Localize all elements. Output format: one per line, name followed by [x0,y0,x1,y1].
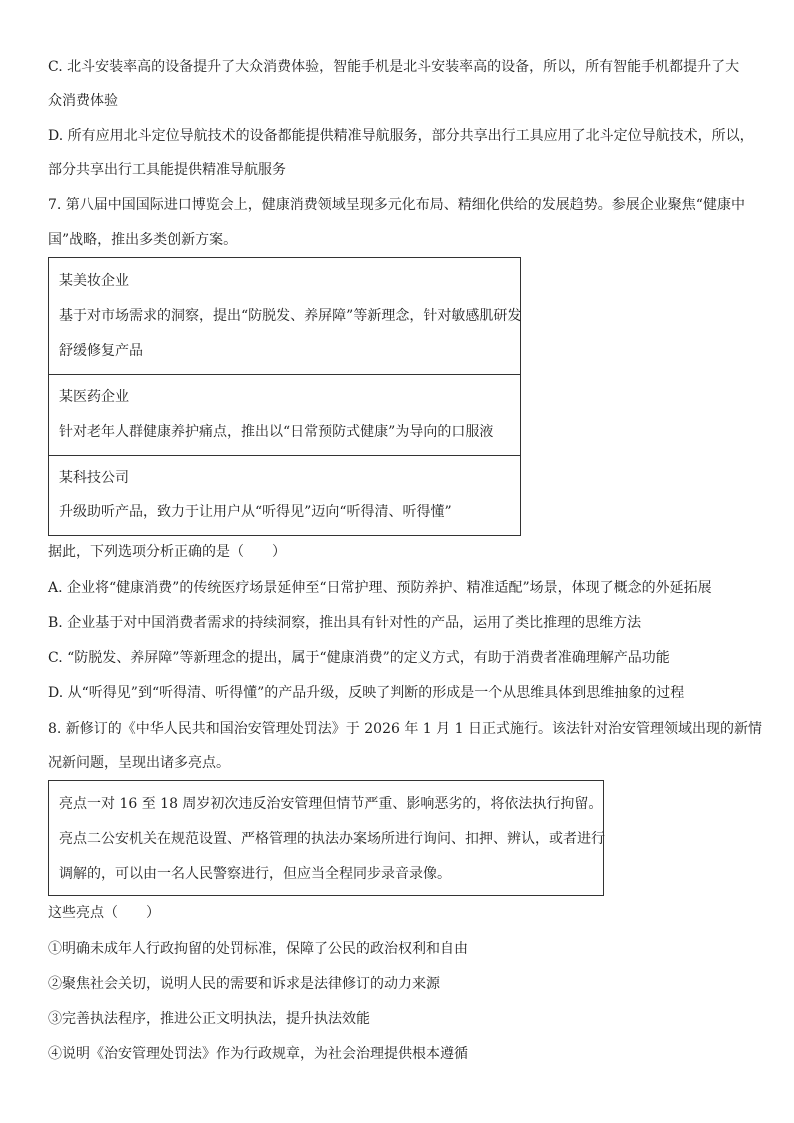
q7-table-row [49,374,520,456]
q7-row1-desc-line2: 舒缓修复产品 [59,343,143,359]
q7-row1-name: 某美妆企业 [59,273,129,289]
q7-option-b: B. 企业基于对中国消费者需求的持续洞察，推出具有针对性的产品，运用了类比推理的思维方法 [48,615,642,631]
q7-company-table [48,257,521,536]
q7-option-a: A. 企业将“健康消费”的传统医疗场景延伸至“日常护理、预防养护、精准适配”场景，体现了概念的外延拓展 [48,580,712,596]
q8-stem-line2: 况新问题，呈现出诸多亮点。 [48,755,230,771]
q8-box-line3: 调解的，可以由一名人民警察进行，但应当全程同步录音录像。 [59,866,451,882]
q7-row1-desc-line1: 基于对市场需求的洞察，提出“防脱发、养屏障”等新理念，针对敏感肌研发 [59,308,522,324]
q8-box-line2: 亮点二公安机关在规范设置、严格管理的执法办案场所进行询问、扣押、辨认，或者进行 [59,831,605,847]
q8-item-4: ④说明《治安管理处罚法》作为行政规章，为社会治理提供根本遵循 [48,1046,468,1062]
q7-row2-name: 某医药企业 [59,389,129,405]
q8-item-1: ①明确未成年人行政拘留的处罚标准，保障了公民的政治权利和自由 [48,941,468,957]
q7-table-row [49,258,520,374]
q7-stem-line1: 7. 第八届中国国际进口博览会上，健康消费领域呈现多元化布局、精细化供给的发展趋势。参展企业聚焦“健康中 [48,197,745,213]
q7-option-c: C. “防脱发、养屏障”等新理念的提出，属于“健康消费”的定义方式，有助于消费者准确理解产品功能 [48,650,670,666]
q8-item-3: ③完善执法程序，推进公正文明执法，提升执法效能 [48,1011,370,1027]
q6-option-c-line1: C. 北斗安装率高的设备提升了大众消费体验，智能手机是北斗安装率高的设备，所以，所有智能手机都提升了大 [48,59,740,75]
q7-row3-desc-line1: 升级助听产品，致力于让用户从“听得见”迈向“听得清、听得懂” [59,504,452,520]
q8-box-line1: 亮点一对 16 至 18 周岁初次违反治安管理但情节严重、影响恶劣的，将依法执行拘留。 [59,796,603,812]
q7-option-d: D. 从“听得见”到“听得清、听得懂”的产品升级，反映了判断的形成是一个从思维具体到思维抽象的过程 [48,685,685,701]
q6-option-d-line1: D. 所有应用北斗定位导航技术的设备都能提供精准导航服务，部分共享出行工具应用了北斗定位导航技术，所以， [48,128,754,144]
q6-option-c-line2: 众消费体验 [48,93,118,109]
q6-option-d-line2: 部分共享出行工具能提供精准导航服务 [48,162,286,178]
q8-item-2: ②聚焦社会关切，说明人民的需要和诉求是法律修订的动力来源 [48,976,440,992]
q7-row2-desc-line1: 针对老年人群健康养护痛点，推出以“日常预防式健康”为导向的口服液 [59,424,494,440]
q8-highlights-box [48,780,604,896]
q7-table-row [49,455,520,536]
q7-stem-line2: 国”战略，推出多类创新方案。 [48,232,238,248]
q7-question: 据此，下列选项分析正确的是（ ） [48,544,286,560]
q7-row3-name: 某科技公司 [59,470,129,486]
q8-question: 这些亮点（ ） [48,905,160,921]
q8-stem-line1: 8. 新修订的《中华人民共和国治安管理处罚法》于 2026 年 1 月 1 日正式施行。该法针对治安管理领域出现的新情 [48,721,762,737]
